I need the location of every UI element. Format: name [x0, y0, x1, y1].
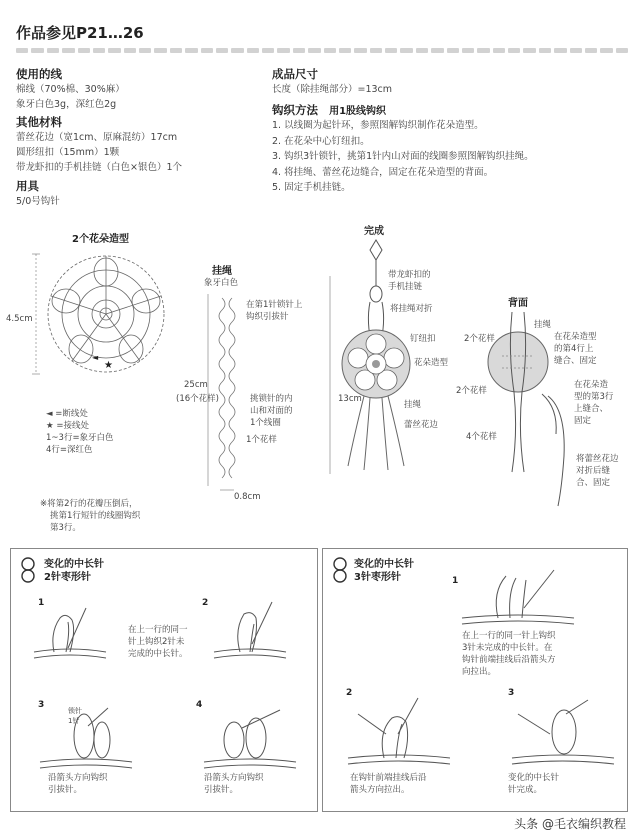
flower-chart-diagram	[8, 246, 178, 386]
back-label-line: 固定	[574, 416, 592, 426]
caption-line: 向拉出。	[462, 667, 497, 677]
back-label-line: 将蕾丝花边	[576, 454, 619, 464]
step-2-illustration	[210, 600, 290, 662]
back-label-line: 合、固定	[576, 478, 611, 488]
caption-line: 针上钩织2针未	[128, 637, 185, 647]
tag-line: 1针	[68, 717, 80, 725]
other-materials-heading: 其他材料	[16, 115, 62, 129]
stitch-symbol-icon	[18, 556, 38, 584]
finished-chain-label	[388, 268, 431, 292]
step-number: 1	[452, 576, 459, 586]
step-1-illustration	[30, 604, 110, 662]
stitch-box-heading	[44, 558, 104, 584]
cord-width: 0.8cm	[234, 492, 261, 502]
materials-section	[16, 66, 182, 209]
cord-label-mid	[250, 392, 293, 428]
step-2-caption	[350, 772, 427, 796]
finished-fold-label: 将挂绳对折	[390, 304, 433, 314]
note-line: ※将第2行的花瓣压倒后，	[40, 499, 138, 509]
step-item: 1. 以线圈为起针环，参照图解钩织制作花朵造型。	[272, 120, 484, 131]
step-item: 3. 钩织3针锁针，挑第1针内山对面的线圈参照图解钩织挂绳。	[272, 151, 534, 162]
svg-text:◄: ◄	[92, 353, 99, 362]
cord-color: 象牙白色	[204, 278, 239, 288]
tool-line: 5/0号钩针	[16, 196, 60, 207]
size-heading: 成品尺寸	[272, 67, 318, 81]
method-heading: 钩织方法	[272, 103, 318, 117]
caption-line: 3针未完成的中长针。在	[462, 643, 553, 653]
stitch-title: 变化的中长针	[44, 559, 104, 570]
finished-lace-label: 蕾丝花边	[404, 420, 439, 430]
back-lace-label	[576, 452, 619, 488]
cord-motif-label: 1个花样	[246, 435, 277, 445]
flower-title: 2个花朵造型	[72, 234, 129, 245]
header-divider	[16, 48, 628, 54]
tools-heading: 用具	[16, 179, 39, 193]
back-2motif-label: 2个花样	[464, 334, 495, 344]
caption-line: 钩针前端挂线后沿箭头方	[462, 655, 556, 665]
legend-item: 1~3行=象牙白色	[46, 433, 114, 443]
finished-flower-label: 花朵造型	[414, 358, 449, 368]
step-3-illustration	[508, 694, 618, 768]
caption-line: 在上一行的同一	[128, 625, 188, 635]
step-4-caption	[204, 772, 264, 796]
stitch-title: 变化的中长针	[354, 559, 414, 570]
cord-length: 25cm	[184, 380, 208, 390]
caption-line: 变化的中长针	[508, 773, 560, 783]
finished-title: 完成	[364, 226, 384, 237]
caption-line: 沿箭头方向钩织	[48, 773, 108, 783]
cord-length-sub: (16个花样)	[176, 394, 219, 404]
cord-label-top	[246, 298, 302, 322]
stitch-box-heading	[354, 558, 414, 584]
back-2motif-label: 2个花样	[456, 386, 487, 396]
yarn-heading: 使用的线	[16, 67, 62, 81]
material-line: 蕾丝花边（宽1cm、原麻混纺）17cm	[16, 132, 178, 143]
step-number: 1	[38, 598, 45, 608]
step-number: 2	[346, 688, 353, 698]
note-line: 第3行。	[50, 523, 81, 533]
cord-label-line: 挑锁针的内	[250, 394, 293, 404]
step-item: 4. 将挂绳、蕾丝花边缝合，固定在花朵造型的背面。	[272, 166, 494, 178]
step-item: 2. 在花朵中心钉纽扣。	[272, 135, 370, 147]
back-label-line: 在花朵造	[574, 380, 609, 390]
step-1-caption	[128, 624, 188, 660]
finished-button-label: 钉纽扣	[410, 334, 436, 344]
caption-line: 引拔针。	[204, 785, 239, 795]
cord-label-line: 在第1针锁针上	[246, 300, 303, 310]
back-sew1-label	[554, 330, 597, 366]
stitch-subtitle: 3针枣形针	[354, 572, 401, 583]
note-line: 挑第1行短针的线圈钩织	[50, 511, 141, 521]
step-1-caption	[462, 630, 556, 678]
legend-item: ★ =接线处	[46, 421, 89, 431]
stitch-subtitle: 2针枣形针	[44, 572, 91, 583]
page-title: 作品参见P21…26	[16, 24, 144, 42]
back-label-line: 对折后缝	[576, 466, 611, 476]
back-4motif-label: 4个花样	[466, 432, 497, 442]
cord-label-line: 山和对面的	[250, 406, 293, 416]
yarn-line: 棉线（70%棉、30%麻）	[16, 84, 125, 95]
step-2-illustration	[344, 694, 454, 768]
back-cord-label: 挂绳	[534, 320, 552, 330]
step-1-illustration	[458, 568, 578, 628]
flower-note	[40, 498, 140, 534]
step-3-illustration	[36, 706, 136, 770]
yarn-line: 象牙白色3g，深红色2g	[16, 99, 117, 110]
finished-length: 13cm	[338, 394, 362, 404]
back-label-line: 在花朵造型	[554, 332, 597, 342]
steps-list	[272, 118, 534, 196]
flower-size-label: 4.5cm	[6, 314, 33, 324]
material-line: 带龙虾扣的手机挂链（白色×银色）1个	[16, 162, 183, 173]
caption-line: 完成的中长针。	[128, 649, 188, 659]
stitch-symbol-icon	[330, 556, 350, 584]
cord-label-line: 钩织引拔针	[246, 312, 289, 322]
step-number: 4	[196, 700, 203, 710]
step-number: 3	[38, 700, 45, 710]
finished-label-line: 带龙虾扣的	[388, 270, 431, 280]
back-label-line: 的第4行上	[554, 344, 594, 354]
tag-line: 锁针	[68, 707, 82, 715]
material-line: 圆形纽扣（15mm）1颗	[16, 147, 120, 158]
legend-item: 4行=深红色	[46, 445, 93, 455]
caption-line: 箭头方向拉出。	[350, 785, 410, 795]
watermark-text: 头条 @毛衣编织教程	[514, 817, 626, 831]
step-3-caption	[508, 772, 559, 796]
back-sew2-label	[574, 378, 613, 426]
caption-line: 沿箭头方向钩织	[204, 773, 264, 783]
step-number: 2	[202, 598, 209, 608]
back-label-line: 缝合、固定	[554, 356, 597, 366]
flower-legend	[46, 408, 114, 456]
finished-cord-label: 挂绳	[404, 400, 422, 410]
back-label-line: 型的第3行	[574, 392, 614, 402]
back-label-line: 上缝合、	[574, 404, 609, 414]
step-4-illustration	[200, 706, 300, 770]
step-3-tag	[68, 706, 82, 726]
svg-text:★: ★	[104, 360, 113, 371]
step-item: 5. 固定手机挂链。	[272, 182, 351, 193]
cord-title: 挂绳	[212, 266, 232, 277]
caption-line: 针完成。	[508, 785, 543, 795]
finished-label-line: 手机挂链	[388, 282, 423, 292]
caption-line: 在钩针前端挂线后沿	[350, 773, 427, 783]
method-subheading: 用1股线钩织	[329, 106, 387, 117]
size-line: 长度（除挂绳部分）=13cm	[272, 84, 393, 95]
legend-item: ◄ =断线处	[46, 409, 88, 419]
step-3-caption	[48, 772, 108, 796]
cord-label-line: 1个线圈	[250, 418, 281, 428]
caption-line: 在上一行的同一针上钩织	[462, 631, 556, 641]
caption-line: 引拔针。	[48, 785, 83, 795]
step-number: 3	[508, 688, 515, 698]
back-title: 背面	[508, 298, 528, 309]
spec-section	[272, 66, 534, 196]
